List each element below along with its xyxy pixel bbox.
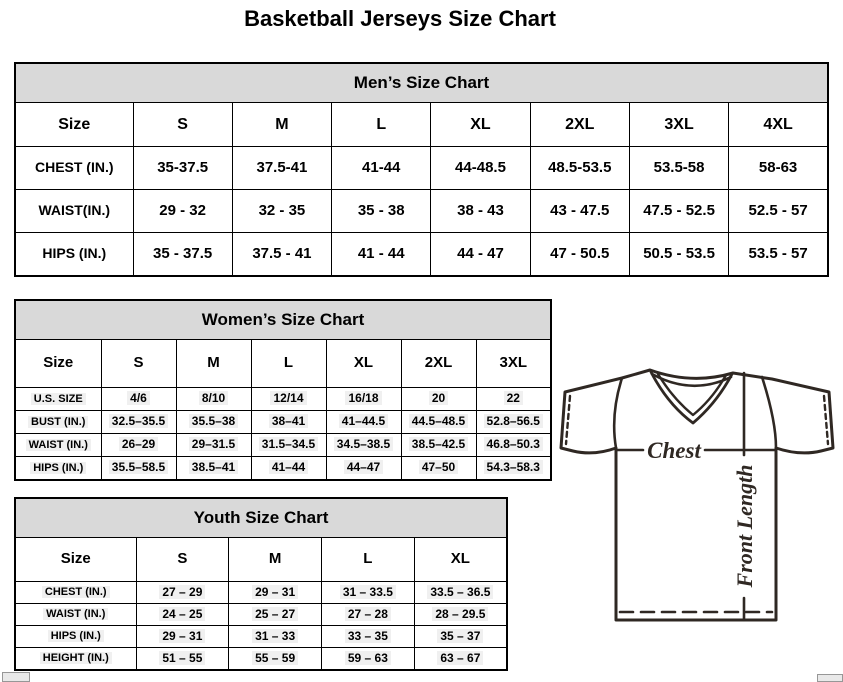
cell: 35 - 37.5 xyxy=(133,233,232,277)
row-label: HEIGHT (IN.) xyxy=(15,648,136,671)
column-header: L xyxy=(322,538,415,582)
cell: 32 - 35 xyxy=(232,190,331,233)
cell: 33.5 – 36.5 xyxy=(414,582,507,604)
cell: 47 - 50.5 xyxy=(530,233,629,277)
row-label: CHEST (IN.) xyxy=(15,582,136,604)
cell: 33 – 35 xyxy=(322,626,415,648)
cell: 8/10 xyxy=(176,388,251,411)
cell: 52.5 - 57 xyxy=(729,190,828,233)
youth-corner-header: Size xyxy=(15,538,136,582)
cell: 29 – 31 xyxy=(136,626,229,648)
cell: 41 - 44 xyxy=(332,233,431,277)
cell: 31 – 33.5 xyxy=(322,582,415,604)
cell: 35.5–38 xyxy=(176,411,251,434)
column-header: 3XL xyxy=(476,340,551,388)
cell: 22 xyxy=(476,388,551,411)
column-header: XL xyxy=(431,103,530,147)
column-header: L xyxy=(332,103,431,147)
cell: 47–50 xyxy=(401,457,476,481)
cell: 31 – 33 xyxy=(229,626,322,648)
womens-table-title: Women’s Size Chart xyxy=(15,300,551,340)
cell: 38–41 xyxy=(251,411,326,434)
cell: 25 – 27 xyxy=(229,604,322,626)
mens-corner-header: Size xyxy=(15,103,133,147)
column-header: 2XL xyxy=(401,340,476,388)
row-label: WAIST (IN.) xyxy=(15,434,101,457)
table-row xyxy=(15,190,828,233)
youth-table-title: Youth Size Chart xyxy=(15,498,507,538)
column-header: M xyxy=(229,538,322,582)
resize-handle-left[interactable] xyxy=(2,672,30,682)
column-header: XL xyxy=(414,538,507,582)
womens-size-table xyxy=(14,299,552,481)
cell: 27 – 29 xyxy=(136,582,229,604)
cell: 48.5-53.5 xyxy=(530,147,629,190)
cell: 27 – 28 xyxy=(322,604,415,626)
column-header: 4XL xyxy=(729,103,828,147)
cell: 38.5–42.5 xyxy=(401,434,476,457)
cell: 41-44 xyxy=(332,147,431,190)
cell: 44 - 47 xyxy=(431,233,530,277)
table-row xyxy=(15,648,507,671)
table-row xyxy=(15,411,551,434)
column-header: S xyxy=(101,340,176,388)
cell: 50.5 - 53.5 xyxy=(629,233,728,277)
column-header: L xyxy=(251,340,326,388)
row-label: U.S. SIZE xyxy=(15,388,101,411)
front-length-label: Front Length xyxy=(732,464,757,588)
cell: 29 - 32 xyxy=(133,190,232,233)
cell: 55 – 59 xyxy=(229,648,322,671)
row-label: BUST (IN.) xyxy=(15,411,101,434)
cell: 26–29 xyxy=(101,434,176,457)
cell: 58-63 xyxy=(729,147,828,190)
cell: 4/6 xyxy=(101,388,176,411)
cell: 54.3–58.3 xyxy=(476,457,551,481)
cell: 44.5–48.5 xyxy=(401,411,476,434)
cell: 37.5 - 41 xyxy=(232,233,331,277)
cell: 37.5-41 xyxy=(232,147,331,190)
cell: 24 – 25 xyxy=(136,604,229,626)
cell: 12/14 xyxy=(251,388,326,411)
cell: 41–44 xyxy=(251,457,326,481)
column-header: M xyxy=(176,340,251,388)
cell: 35.5–58.5 xyxy=(101,457,176,481)
cell: 51 – 55 xyxy=(136,648,229,671)
table-row xyxy=(15,147,828,190)
mens-table-title-row xyxy=(15,63,828,103)
row-label: CHEST (IN.) xyxy=(15,147,133,190)
cell: 32.5–35.5 xyxy=(101,411,176,434)
table-row xyxy=(15,604,507,626)
row-label: HIPS (IN.) xyxy=(15,233,133,277)
cell: 16/18 xyxy=(326,388,401,411)
cell: 31.5–34.5 xyxy=(251,434,326,457)
cell: 53.5 - 57 xyxy=(729,233,828,277)
mens-size-table xyxy=(14,62,829,277)
column-header: S xyxy=(136,538,229,582)
cell: 34.5–38.5 xyxy=(326,434,401,457)
cell: 28 – 29.5 xyxy=(414,604,507,626)
jersey-measurement-diagram-icon xyxy=(556,360,838,668)
cell: 46.8–50.3 xyxy=(476,434,551,457)
cell: 52.8–56.5 xyxy=(476,411,551,434)
cell: 43 - 47.5 xyxy=(530,190,629,233)
jersey-outline xyxy=(561,370,833,620)
womens-corner-header: Size xyxy=(15,340,101,388)
cell: 35 – 37 xyxy=(414,626,507,648)
cell: 44-48.5 xyxy=(431,147,530,190)
cell: 59 – 63 xyxy=(322,648,415,671)
row-label: HIPS (IN.) xyxy=(15,626,136,648)
cell: 63 – 67 xyxy=(414,648,507,671)
youth-header-row xyxy=(15,538,507,582)
cell: 35 - 38 xyxy=(332,190,431,233)
table-row xyxy=(15,626,507,648)
table-row xyxy=(15,582,507,604)
column-header: 2XL xyxy=(530,103,629,147)
column-header: XL xyxy=(326,340,401,388)
cell: 47.5 - 52.5 xyxy=(629,190,728,233)
row-label: HIPS (IN.) xyxy=(15,457,101,481)
womens-header-row xyxy=(15,340,551,388)
cell: 44–47 xyxy=(326,457,401,481)
youth-size-table xyxy=(14,497,508,671)
cell: 35-37.5 xyxy=(133,147,232,190)
cell: 53.5-58 xyxy=(629,147,728,190)
table-row xyxy=(15,233,828,277)
cell: 41–44.5 xyxy=(326,411,401,434)
mens-table-title: Men’s Size Chart xyxy=(15,63,828,103)
column-header: 3XL xyxy=(629,103,728,147)
resize-handle-right[interactable] xyxy=(817,674,843,682)
row-label: WAIST(IN.) xyxy=(15,190,133,233)
table-row xyxy=(15,457,551,481)
cell: 29–31.5 xyxy=(176,434,251,457)
cell: 38.5–41 xyxy=(176,457,251,481)
youth-table-title-row xyxy=(15,498,507,538)
column-header: S xyxy=(133,103,232,147)
table-row xyxy=(15,388,551,411)
cell: 20 xyxy=(401,388,476,411)
cell: 29 – 31 xyxy=(229,582,322,604)
page-title: Basketball Jerseys Size Chart xyxy=(244,6,556,31)
womens-table-title-row xyxy=(15,300,551,340)
mens-header-row xyxy=(15,103,828,147)
row-label: WAIST (IN.) xyxy=(15,604,136,626)
cell: 38 - 43 xyxy=(431,190,530,233)
column-header: M xyxy=(232,103,331,147)
chest-label: Chest xyxy=(647,438,701,463)
table-row xyxy=(15,434,551,457)
